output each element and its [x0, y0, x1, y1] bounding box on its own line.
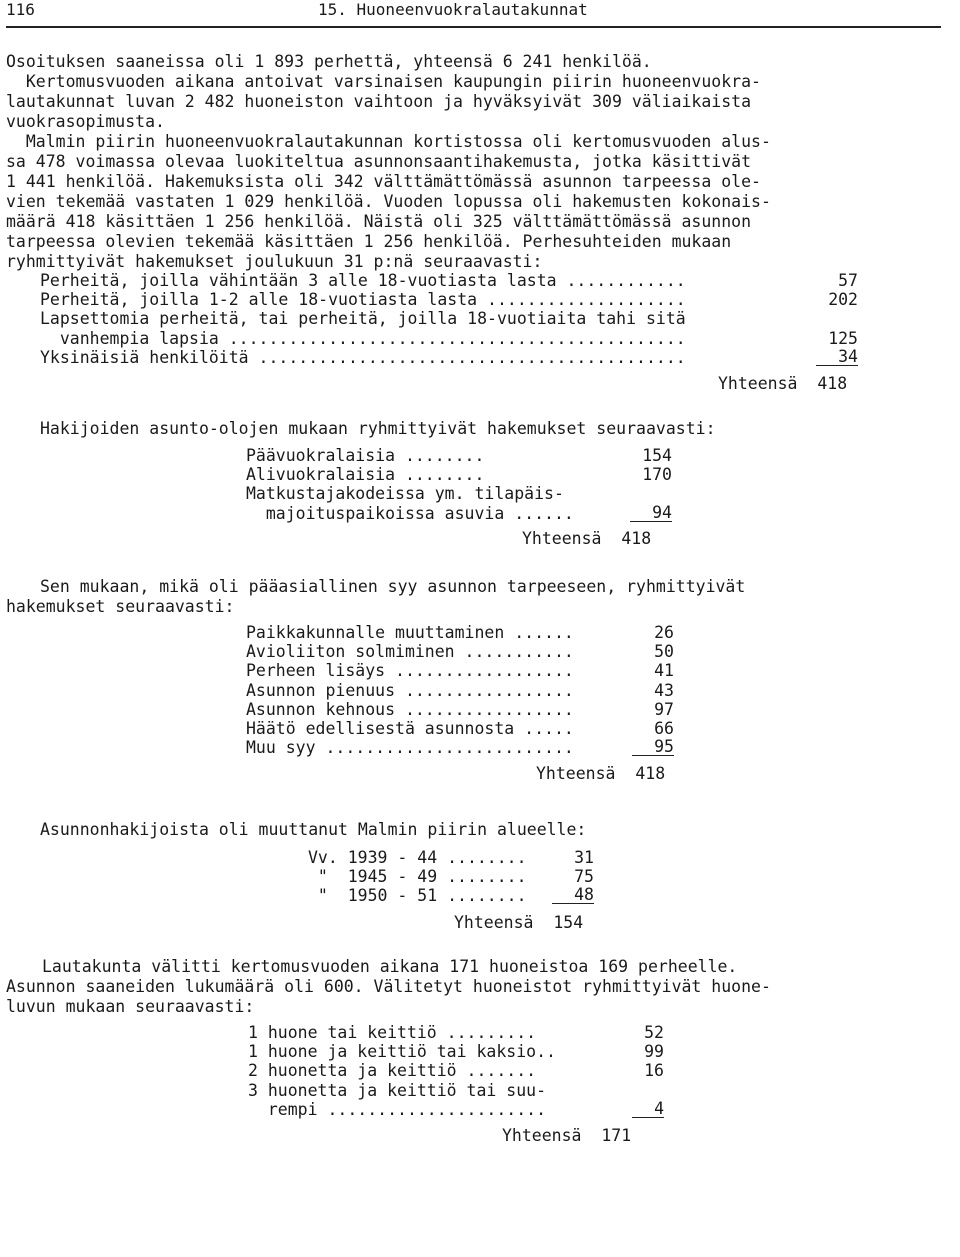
row-value: 52: [644, 1023, 664, 1042]
text-line: ryhmittyivät hakemukset joulukuun 31 p:nä seuraavasti:: [6, 252, 543, 271]
row-value: 66: [654, 718, 674, 738]
row-label: Matkustajakodeissa ym. tilapäis-: [246, 484, 564, 504]
row-label: vanhempia lapsia ..............................................: [40, 328, 686, 348]
row-value: 99: [644, 1042, 664, 1062]
row-label: 1 huone tai keittiö .........: [248, 1023, 537, 1042]
list-row: [246, 446, 672, 465]
list-row: [246, 738, 674, 757]
row-label: " 1945 - 49 ........: [308, 867, 527, 887]
family-total: [718, 374, 847, 393]
row-label: Häätö edellisestä asunnosta .....: [246, 718, 574, 738]
list-row: [246, 484, 672, 503]
row-label: Avioliiton solmiminen ...........: [246, 642, 574, 662]
row-label: Perheitä, joilla vähintään 3 alle 18-vuotiasta lasta ............: [40, 271, 686, 290]
row-value: 125: [828, 328, 858, 348]
row-value: 16: [644, 1061, 664, 1081]
row-value: 170: [642, 465, 672, 485]
total-label: Yhteensä: [502, 1126, 582, 1145]
list-row: [248, 1023, 664, 1042]
total-value: 418: [621, 529, 652, 548]
row-label: 1 huone ja keittiö tai kaksio..: [248, 1042, 556, 1062]
text-line: Asunnonhakijoista oli muuttanut Malmin piirin alueelle:: [40, 820, 587, 839]
list-row: [246, 681, 674, 700]
list-row: [308, 886, 594, 905]
text-line: Lautakunta välitti kertomusvuoden aikana 171 huoneistoa 169 perheelle.: [42, 957, 738, 976]
row-value: 26: [654, 623, 674, 642]
text-line: Kertomusvuoden aikana antoivat varsinaisen kaupungin piirin huoneenvuokra-: [6, 72, 761, 91]
list-row: [40, 348, 858, 367]
row-label: Lapsettomia perheitä, tai perheitä, joilla 18-vuotiaita tahi sitä: [40, 309, 686, 329]
row-value: 41: [654, 661, 674, 681]
list-row: [308, 848, 594, 867]
row-value: 48: [552, 886, 594, 904]
list-row: [246, 642, 674, 661]
intro-paragraph: [6, 52, 896, 272]
row-label: " 1950 - 51 ........: [308, 886, 527, 906]
row-value: 97: [654, 699, 674, 719]
total-value: 154: [553, 913, 584, 932]
reason-intro: [6, 577, 896, 617]
text-line: vuokrasopimusta.: [6, 112, 165, 131]
text-line: luvun mukaan seuraavasti:: [6, 997, 255, 1016]
row-value: 202: [828, 290, 858, 310]
row-value: 75: [574, 867, 594, 887]
total-label: Yhteensä: [522, 529, 602, 548]
text-line: Asunnon saaneiden lukumäärä oli 600. Välitetyt huoneistot ryhmittyivät huone-: [6, 977, 771, 996]
total-label: Yhteensä: [454, 913, 534, 932]
list-row: [248, 1061, 664, 1080]
row-label: Perheen lisäys ..................: [246, 661, 574, 681]
housing-intro: [40, 419, 930, 439]
row-value: 57: [838, 271, 858, 290]
family-list: [40, 271, 858, 367]
list-row: [40, 290, 858, 309]
text-line: Malmin piirin huoneenvuokralautakunnan kortistossa oli kertomusvuoden alus-: [6, 132, 771, 151]
text-line: tarpeessa olevien tekemää käsittäen 1 256 henkilöä. Perhesuhteiden mukaan: [6, 232, 732, 251]
row-label: Alivuokralaisia ........: [246, 465, 485, 485]
placement-list: [248, 1023, 664, 1119]
row-label: Muu syy .........................: [246, 738, 574, 758]
list-row: [246, 623, 674, 642]
housing-total: [522, 529, 651, 548]
row-label: rempi ......................: [248, 1099, 547, 1119]
moved-intro: [40, 820, 930, 840]
text-line: Osoituksen saaneissa oli 1 893 perhettä, yhteensä 6 241 henkilöä.: [6, 52, 652, 71]
list-row: [308, 867, 594, 886]
total-label: Yhteensä: [718, 374, 798, 393]
text-line: Hakijoiden asunto-olojen mukaan ryhmittyivät hakemukset seuraavasti:: [40, 419, 716, 438]
page-header: [6, 0, 941, 28]
moved-list: [308, 848, 594, 906]
text-line: sa 478 voimassa olevaa luokiteltua asunnonsaantihakemusta, jotka käsittivät: [6, 152, 752, 171]
row-value: 50: [654, 642, 674, 662]
list-row: [40, 309, 858, 328]
list-row: [246, 719, 674, 738]
list-row: [246, 661, 674, 680]
row-label: Paikkakunnalle muuttaminen ......: [246, 623, 574, 642]
total-label: Yhteensä: [536, 764, 616, 783]
total-value: 171: [601, 1126, 632, 1145]
text-line: Sen mukaan, mikä oli pääasiallinen syy asunnon tarpeeseen, ryhmittyivät: [40, 577, 746, 596]
moved-total: [454, 913, 583, 932]
reason-total: [536, 764, 665, 783]
list-row: [40, 329, 858, 348]
row-value: 94: [630, 504, 672, 522]
row-label: 2 huonetta ja keittiö .......: [248, 1061, 537, 1081]
total-value: 418: [817, 374, 848, 393]
text-line: vien tekemää vastaten 1 029 henkilöä. Vuoden lopussa oli hakemusten kokonais-: [6, 192, 771, 211]
list-row: [248, 1100, 664, 1119]
row-label: Päävuokralaisia ........: [246, 446, 485, 465]
text-line: 1 441 henkilöä. Hakemuksista oli 342 välttämättömässä asunnon tarpeessa ole-: [6, 172, 761, 191]
list-row: [248, 1042, 664, 1061]
page-number: 116: [6, 0, 35, 19]
row-value: 154: [642, 446, 672, 465]
list-row: [246, 465, 672, 484]
row-label: Perheitä, joilla 1-2 alle 18-vuotiasta lasta ....................: [40, 290, 686, 310]
row-label: Asunnon kehnous .................: [246, 699, 574, 719]
row-value: 43: [654, 680, 674, 700]
list-row: [246, 700, 674, 719]
total-value: 418: [635, 764, 666, 783]
list-row: [248, 1081, 664, 1100]
row-value: 4: [632, 1100, 664, 1118]
row-value: 95: [632, 738, 674, 756]
row-label: 3 huonetta ja keittiö tai suu-: [248, 1080, 547, 1100]
row-label: Yksinäisiä henkilöitä ...........................................: [40, 347, 686, 367]
list-row: [40, 271, 858, 290]
placement-intro: [6, 957, 896, 1017]
row-value: 34: [816, 348, 858, 366]
row-label: Vv. 1939 - 44 ........: [308, 848, 527, 867]
placement-total: [502, 1126, 631, 1145]
row-label: Asunnon pienuus .................: [246, 680, 574, 700]
text-line: hakemukset seuraavasti:: [6, 597, 235, 616]
row-label: majoituspaikoissa asuvia ......: [246, 503, 574, 523]
text-line: määrä 418 käsittäen 1 256 henkilöä. Näistä oli 325 välttämättömässä asunnon: [6, 212, 752, 231]
list-row: [246, 504, 672, 523]
reason-list: [246, 623, 674, 757]
text-line: lautakunnat luvan 2 482 huoneiston vaihtoon ja hyväksyivät 309 väliaikaista: [6, 92, 752, 111]
chapter-title: 15. Huoneenvuokralautakunnat: [318, 0, 588, 19]
row-value: 31: [574, 848, 594, 867]
housing-list: [246, 446, 672, 523]
